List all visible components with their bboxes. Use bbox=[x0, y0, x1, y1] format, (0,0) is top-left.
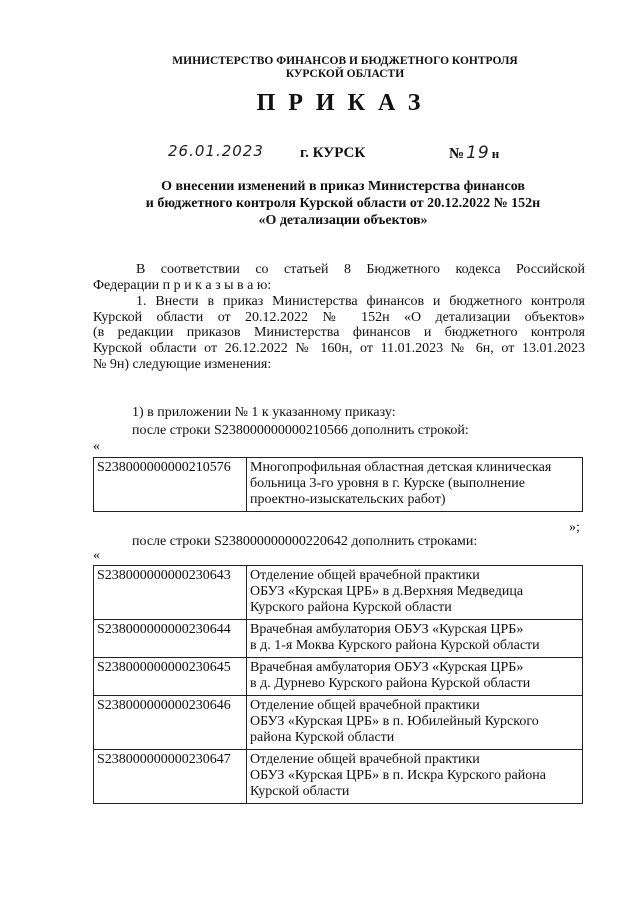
desc-line: Отделение общей врачебной практики bbox=[250, 568, 480, 583]
handwritten-date: 26.01.2023 bbox=[168, 142, 264, 160]
preamble-line-2: Федерации п р и к а з ы в а ю: bbox=[93, 277, 272, 293]
desc-line: проектно-изыскательских работ) bbox=[250, 492, 446, 507]
table-row bbox=[94, 658, 583, 696]
number-suffix: н bbox=[491, 146, 500, 161]
preamble-line-1: В соответствии со статьей 8 Бюджетного кодекса Российской bbox=[136, 262, 585, 277]
open-quote-2: « bbox=[93, 548, 100, 563]
insert-table-2 bbox=[93, 565, 583, 804]
subject-line-2: и бюджетного контроля Курской области от 20.12.2022 № 152н bbox=[145, 196, 541, 211]
number-sign: № bbox=[449, 146, 465, 162]
table-row bbox=[94, 696, 583, 750]
table-row bbox=[94, 750, 583, 804]
subitem-after-row-1: после строки S238000000000210566 дополнить строкой: bbox=[132, 423, 469, 438]
paragraph-preamble bbox=[93, 262, 585, 293]
object-description bbox=[247, 658, 583, 696]
item1-line-1: 1. Внести в приказ Министерства финансов и бюджетного контроля bbox=[136, 294, 585, 309]
object-code: S238000000000230644 bbox=[94, 620, 247, 658]
object-description bbox=[247, 750, 583, 804]
desc-line: больница 3-го уровня в г. Курске (выполнение bbox=[250, 476, 525, 491]
desc-line: Врачебная амбулатория ОБУЗ «Курская ЦРБ» bbox=[250, 660, 524, 675]
order-subject bbox=[108, 178, 578, 229]
item1-line-2: Курской области от 20.12.2022 № 152н «О детализации объектов» bbox=[93, 309, 585, 325]
object-description bbox=[247, 458, 583, 512]
desc-line: Многопрофильная областная детская клиническая bbox=[250, 460, 552, 475]
desc-line: Курской области bbox=[250, 784, 350, 799]
item1-line-3: (в редакции приказов Министерства финансов и бюджетного контроля bbox=[93, 325, 585, 341]
ministry-line-2: КУРСКОЙ ОБЛАСТИ bbox=[285, 68, 405, 80]
object-code: S238000000000230647 bbox=[94, 750, 247, 804]
desc-line: в д. 1-я Моква Курского района Курской области bbox=[250, 638, 540, 653]
insert-table-1 bbox=[93, 457, 583, 512]
object-description bbox=[247, 696, 583, 750]
item1-line-4: Курской области от 26.12.2022 № 160н, от 11.01.2023 № 6н, от 13.01.2023 bbox=[93, 341, 585, 357]
desc-line: Отделение общей врачебной практики bbox=[250, 752, 480, 767]
order-number bbox=[449, 143, 499, 163]
subject-line-1: О внесении изменений в приказ Министерства финансов bbox=[161, 179, 525, 194]
table-row bbox=[94, 566, 583, 620]
item1-line-5: № 9н) следующие изменения: bbox=[93, 356, 272, 372]
paragraph-item-1 bbox=[93, 294, 585, 373]
desc-line: в д. Дурнево Курского района Курской области bbox=[250, 676, 531, 691]
open-quote-1: « bbox=[93, 439, 100, 454]
table-row bbox=[94, 620, 583, 658]
desc-line: ОБУЗ «Курская ЦРБ» в п. Юбилейный Курского bbox=[250, 714, 539, 729]
document-title: ПРИКАЗ bbox=[256, 90, 434, 116]
desc-line: ОБУЗ «Курская ЦРБ» в д.Верхняя Медведица bbox=[250, 584, 524, 599]
object-description bbox=[247, 620, 583, 658]
desc-line: ОБУЗ «Курская ЦРБ» в п. Искра Курского района bbox=[250, 768, 546, 783]
object-code: S238000000000210576 bbox=[94, 458, 247, 512]
object-description bbox=[247, 566, 583, 620]
object-code: S238000000000230643 bbox=[94, 566, 247, 620]
desc-line: Врачебная амбулатория ОБУЗ «Курская ЦРБ» bbox=[250, 622, 524, 637]
table-row bbox=[94, 458, 583, 512]
desc-line: Курского района Курской области bbox=[250, 600, 452, 615]
handwritten-number: 19 bbox=[466, 143, 490, 163]
desc-line: Отделение общей врачебной практики bbox=[250, 698, 480, 713]
subject-line-3: «О детализации объектов» bbox=[258, 213, 428, 228]
ministry-line-1: МИНИСТЕРСТВО ФИНАНСОВ И БЮДЖЕТНОГО КОНТРОЛЯ bbox=[172, 55, 518, 67]
desc-line: района Курской области bbox=[250, 730, 395, 745]
subitem-appendix: 1) в приложении № 1 к указанному приказу: bbox=[132, 405, 396, 420]
city: г. КУРСК bbox=[300, 145, 366, 161]
ministry-name bbox=[150, 55, 540, 81]
object-code: S238000000000230645 bbox=[94, 658, 247, 696]
subitem-after-row-2: после строки S238000000000220642 дополнить строками: bbox=[132, 534, 478, 549]
close-quote-1: »; bbox=[569, 520, 580, 535]
object-code: S238000000000230646 bbox=[94, 696, 247, 750]
